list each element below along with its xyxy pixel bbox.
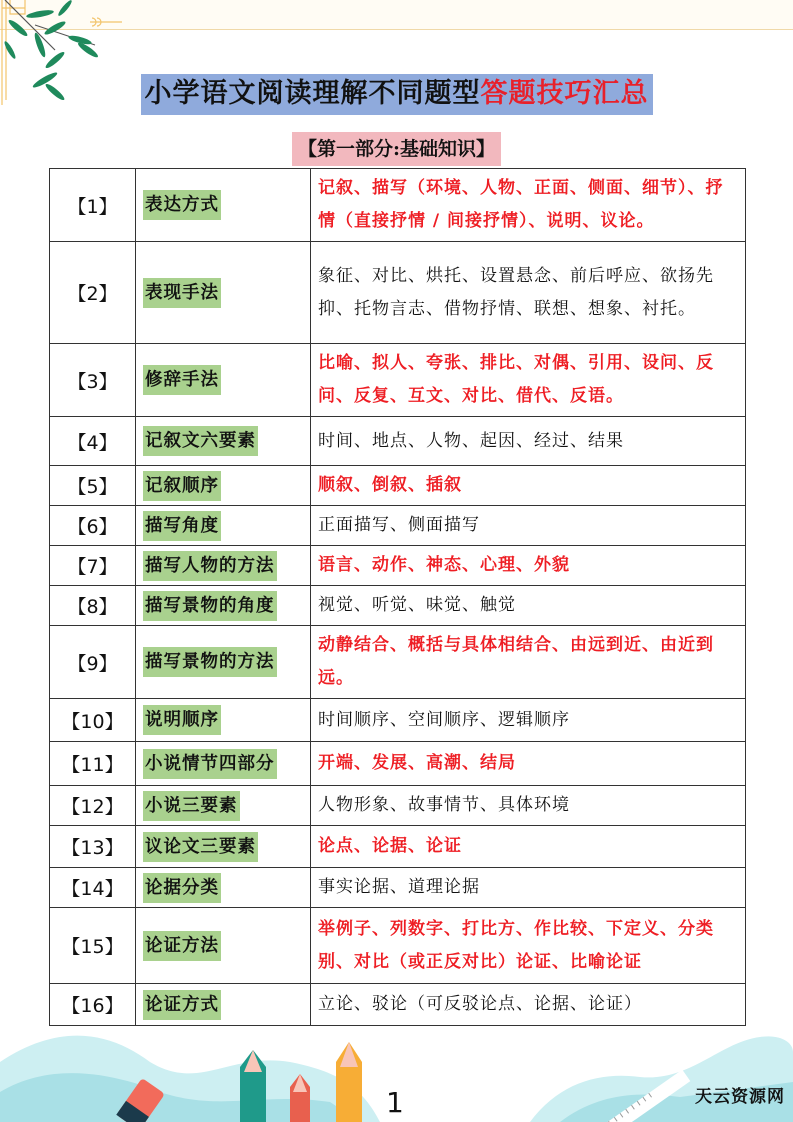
value-cell: 时间、地点、人物、起因、经过、结果: [311, 417, 746, 466]
table-row: [50, 586, 746, 626]
value-cell: 动静结合、概括与具体相结合、由远到近、由近到远。: [311, 626, 746, 699]
row-number: 【14】: [50, 868, 136, 908]
category-cell: [136, 742, 311, 786]
category-cell: [136, 908, 311, 984]
table-row: [50, 417, 746, 466]
row-number: 【10】: [50, 699, 136, 742]
value-cell: 顺叙、倒叙、插叙: [311, 466, 746, 506]
category-cell: [136, 417, 311, 466]
category-label: 描写人物的方法: [143, 551, 277, 581]
row-number: 【15】: [50, 908, 136, 984]
category-cell: [136, 344, 311, 417]
category-label: 议论文三要素: [143, 832, 258, 862]
value-cell: 事实论据、道理论据: [311, 868, 746, 908]
category-cell: [136, 586, 311, 626]
title-container: [0, 74, 793, 115]
category-cell: [136, 242, 311, 344]
category-label: 小说三要素: [143, 791, 240, 821]
value-cell: 比喻、拟人、夸张、排比、对偶、引用、设问、反问、反复、互文、对比、借代、反语。: [311, 344, 746, 417]
category-label: 描写景物的角度: [143, 591, 277, 621]
row-number: 【8】: [50, 586, 136, 626]
table-row: [50, 699, 746, 742]
category-cell: [136, 786, 311, 826]
category-cell: [136, 546, 311, 586]
category-label: 记叙顺序: [143, 471, 221, 501]
row-number: 【7】: [50, 546, 136, 586]
row-number: 【5】: [50, 466, 136, 506]
category-label: 记叙文六要素: [143, 426, 258, 456]
row-number: 【2】: [50, 242, 136, 344]
value-cell: 开端、发展、高潮、结局: [311, 742, 746, 786]
category-label: 表达方式: [143, 190, 221, 220]
table-row: [50, 786, 746, 826]
row-number: 【16】: [50, 984, 136, 1026]
value-cell: 举例子、列数字、打比方、作比较、下定义、分类别、对比（或正反对比）论证、比喻论证: [311, 908, 746, 984]
row-number: 【6】: [50, 506, 136, 546]
value-cell: 立论、驳论（可反驳论点、论据、论证）: [311, 984, 746, 1026]
table-row: [50, 344, 746, 417]
category-label: 描写景物的方法: [143, 647, 277, 677]
title-highlight: 答题技巧汇总: [480, 78, 649, 109]
category-label: 表现手法: [143, 278, 221, 308]
value-cell: 记叙、描写（环境、人物、正面、侧面、细节）、抒情（直接抒情 / 间接抒情）、说明、议论。: [311, 169, 746, 242]
watermark-text: 天云资源网: [695, 1087, 785, 1107]
category-label: 修辞手法: [143, 365, 221, 395]
category-label: 论证方式: [143, 990, 221, 1020]
value-cell: 象征、对比、烘托、设置悬念、前后呼应、欲扬先抑、托物言志、借物抒情、联想、想象、衬托。: [311, 242, 746, 344]
category-cell: [136, 506, 311, 546]
row-number: 【9】: [50, 626, 136, 699]
row-number: 【13】: [50, 826, 136, 868]
table-row: [50, 546, 746, 586]
table-row: [50, 466, 746, 506]
value-cell: 语言、动作、神态、心理、外貌: [311, 546, 746, 586]
row-number: 【12】: [50, 786, 136, 826]
table-row: [50, 742, 746, 786]
knowledge-table: [49, 168, 746, 1026]
value-cell: 时间顺序、空间顺序、逻辑顺序: [311, 699, 746, 742]
value-cell: 论点、论据、论证: [311, 826, 746, 868]
category-label: 小说情节四部分: [143, 749, 277, 779]
category-cell: [136, 169, 311, 242]
section-heading-container: [0, 132, 793, 166]
section-heading: 【第一部分:基础知识】: [292, 132, 501, 166]
category-cell: [136, 626, 311, 699]
table-row: [50, 506, 746, 546]
value-cell: 视觉、听觉、味觉、触觉: [311, 586, 746, 626]
category-cell: [136, 984, 311, 1026]
category-label: 论据分类: [143, 873, 221, 903]
category-cell: [136, 868, 311, 908]
category-label: 论证方法: [143, 931, 221, 961]
category-cell: [136, 466, 311, 506]
title-main: 小学语文阅读理解不同题型: [144, 78, 481, 109]
table-row: [50, 169, 746, 242]
table-row: [50, 242, 746, 344]
category-cell: [136, 699, 311, 742]
row-number: 【3】: [50, 344, 136, 417]
table-row: [50, 826, 746, 868]
table-row: [50, 908, 746, 984]
row-number: 【4】: [50, 417, 136, 466]
table-row: [50, 868, 746, 908]
row-number: 【1】: [50, 169, 136, 242]
value-cell: 正面描写、侧面描写: [311, 506, 746, 546]
table-row: [50, 984, 746, 1026]
page-title: [141, 74, 653, 115]
page-number: 1: [386, 1086, 404, 1119]
value-cell: 人物形象、故事情节、具体环境: [311, 786, 746, 826]
table-row: [50, 626, 746, 699]
category-label: 描写角度: [143, 511, 221, 541]
row-number: 【11】: [50, 742, 136, 786]
category-label: 说明顺序: [143, 705, 221, 735]
category-cell: [136, 826, 311, 868]
